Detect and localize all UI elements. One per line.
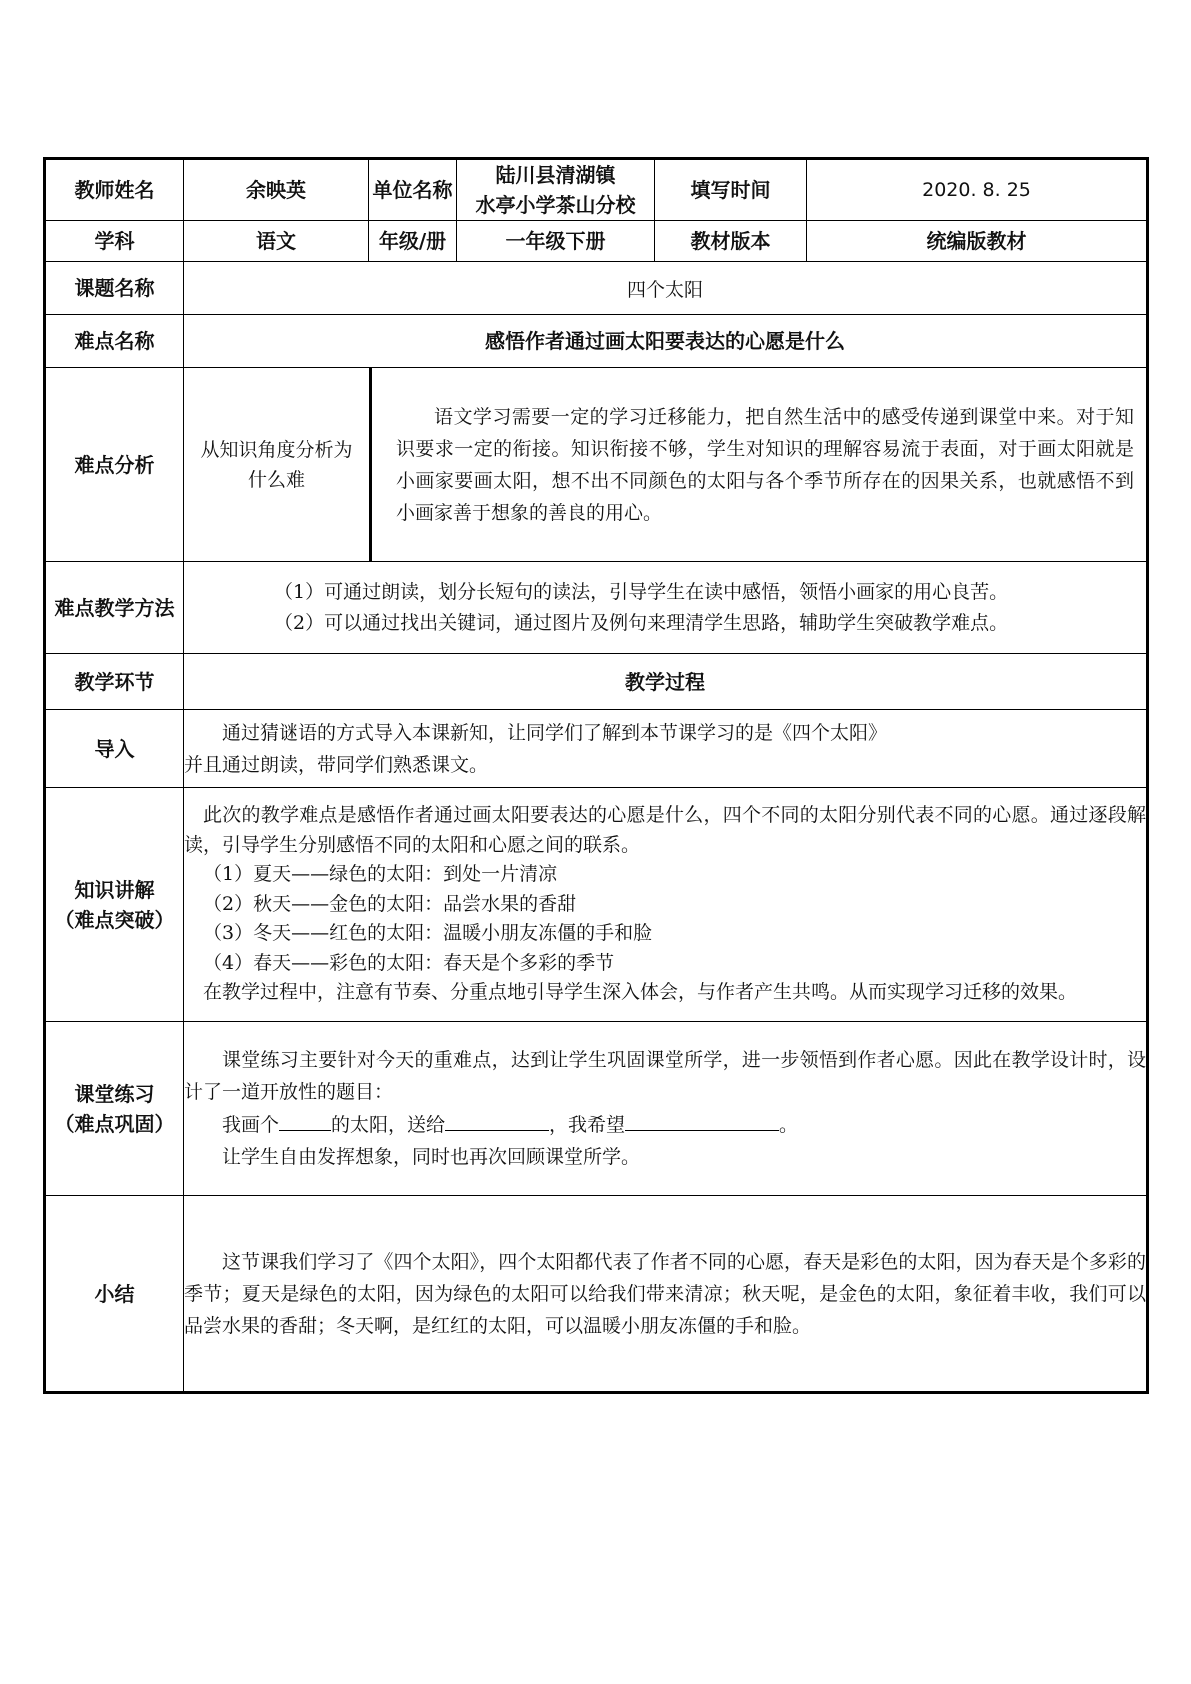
practice-fill-sentence <box>184 1108 1146 1141</box>
method-text-cell <box>184 562 1148 654</box>
practice-para-2: 让学生自由发挥想象，同时也再次回顾课堂所学。 <box>222 1146 641 1168</box>
practice-label <box>45 1022 184 1196</box>
textbook-value: 统编版教材 <box>807 221 1148 262</box>
method-row <box>45 562 1148 654</box>
method-line-2: （2）可以通过找出关键词，通过图片及例句来理清学生思路，辅助学生突破教学难点。 <box>274 611 1009 634</box>
fill-part-1: 我画个 <box>222 1114 280 1136</box>
intro-label: 导入 <box>45 710 184 788</box>
intro-text-cell <box>184 710 1148 788</box>
info-row-1 <box>45 159 1148 221</box>
lesson-plan-table <box>43 157 1149 1394</box>
practice-label-line1: 课堂练习 <box>74 1081 155 1106</box>
method-label: 难点教学方法 <box>45 562 184 654</box>
unit-name-value <box>457 159 655 221</box>
knowledge-text-cell <box>184 788 1148 1022</box>
subject-value: 语文 <box>184 221 369 262</box>
teacher-name-label: 教师姓名 <box>45 159 184 221</box>
teacher-name-value: 余映英 <box>184 159 369 221</box>
knowledge-item-4: （4）春天——彩色的太阳：春天是个多彩的季节 <box>203 951 615 974</box>
knowledge-item-1: （1）夏天——绿色的太阳：到处一片清凉 <box>203 863 558 886</box>
unit-name-line1: 陆川县清湖镇 <box>495 163 616 187</box>
intro-row <box>45 710 1148 788</box>
summary-row <box>45 1196 1148 1393</box>
practice-text-cell <box>184 1022 1148 1196</box>
knowledge-label-line1: 知识讲解 <box>74 877 155 902</box>
textbook-label: 教材版本 <box>655 221 807 262</box>
unit-name-label: 单位名称 <box>369 159 457 221</box>
fill-blank-2 <box>445 1108 549 1131</box>
intro-line-2: 并且通过朗读，带同学们熟悉课文。 <box>184 753 489 776</box>
summary-text-cell <box>184 1196 1148 1393</box>
topic-value: 四个太阳 <box>184 262 1148 315</box>
knowledge-item-2: （2）秋天——金色的太阳：品尝水果的香甜 <box>203 892 577 915</box>
fill-blank-1 <box>279 1108 331 1131</box>
process-header-value: 教学过程 <box>184 654 1148 710</box>
fill-blank-3 <box>625 1108 779 1131</box>
fill-date-label: 填写时间 <box>655 159 807 221</box>
grade-value: 一年级下册 <box>457 221 655 262</box>
summary-text: 这节课我们学习了《四个太阳》，四个太阳都代表了作者不同的心愿，春天是彩色的太阳，因为春天是个多彩的季节；夏天是绿色的太阳，因为绿色的太阳可以给我们带来清凉；秋天呢，是金色的太阳，象征着丰收，我们可以品尝水果的香甜；冬天啊，是红红的太阳，可以温暖小朋友冻僵的手和脸。 <box>184 1250 1146 1337</box>
fill-part-4: 。 <box>779 1114 799 1136</box>
intro-line-1: 通过猜谜语的方式导入本课新知，让同学们了解到本节课学习的是《四个太阳》 <box>222 721 888 744</box>
topic-row <box>45 262 1148 315</box>
analysis-row <box>45 368 1148 562</box>
difficulty-value: 感悟作者通过画太阳要表达的心愿是什么 <box>184 315 1148 368</box>
process-header-row <box>45 654 1148 710</box>
knowledge-label <box>45 788 184 1022</box>
practice-label-line2: （难点巩固） <box>54 1111 175 1136</box>
practice-row <box>45 1022 1148 1196</box>
knowledge-row <box>45 788 1148 1022</box>
info-row-2 <box>45 221 1148 262</box>
unit-name-line2: 水亭小学茶山分校 <box>475 193 636 217</box>
grade-label: 年级/册 <box>369 221 457 262</box>
method-line-1: （1）可通过朗读，划分长短句的读法，引导学生在读中感悟，领悟小画家的用心良苦。 <box>274 580 1009 603</box>
knowledge-label-line2: （难点突破） <box>54 907 175 932</box>
knowledge-para-2: 在教学过程中，注意有节奏、分重点地引导学生深入体会，与作者产生共鸣。从而实现学习迁移的效果。 <box>203 981 1078 1004</box>
topic-label: 课题名称 <box>45 262 184 315</box>
summary-label: 小结 <box>45 1196 184 1393</box>
fill-date-value: 2020. 8. 25 <box>807 159 1148 221</box>
analysis-sub-label: 从知识角度分析为什么难 <box>184 368 371 562</box>
subject-label: 学科 <box>45 221 184 262</box>
fill-part-3: ，我希望 <box>549 1114 626 1136</box>
knowledge-para-1: 此次的教学难点是感悟作者通过画太阳要表达的心愿是什么，四个不同的太阳分别代表不同的心愿。通过逐段解读，引导学生分别感悟不同的太阳和心愿之间的联系。 <box>184 804 1146 856</box>
practice-para-1: 课堂练习主要针对今天的重难点，达到让学生巩固课堂所学，进一步领悟到作者心愿。因此在教学设计时，设计了一道开放性的题目： <box>184 1049 1146 1103</box>
difficulty-label: 难点名称 <box>45 315 184 368</box>
knowledge-item-3: （3）冬天——红色的太阳：温暖小朋友冻僵的手和脸 <box>203 922 653 945</box>
analysis-label: 难点分析 <box>45 368 184 562</box>
analysis-text: 语文学习需要一定的学习迁移能力，把自然生活中的感受传递到课堂中来。对于知识要求一定的衔接。知识衔接不够，学生对知识的理解容易流于表面，对于画太阳就是小画家要画太阳，想不出不同颜色的太阳与各个季节所存在的因果关系，也就感悟不到小画家善于想象的善良的用心。 <box>396 405 1134 524</box>
difficulty-row <box>45 315 1148 368</box>
process-step-label: 教学环节 <box>45 654 184 710</box>
fill-part-2: 的太阳，送给 <box>331 1114 446 1136</box>
analysis-text-cell <box>371 368 1148 562</box>
